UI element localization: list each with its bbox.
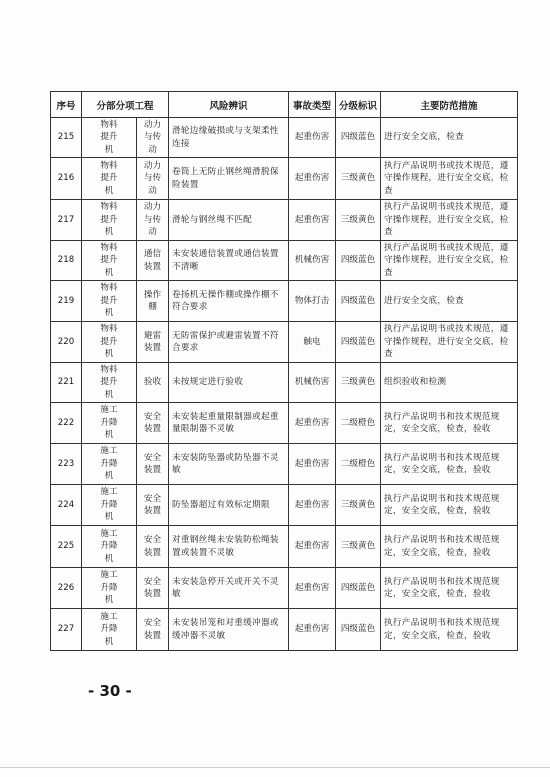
row-number: 219 [51,281,82,322]
row-number: 224 [51,485,82,526]
row-category [82,158,137,200]
row-number: 227 [51,609,82,651]
row-risk-level: 二级橙色 [336,403,381,444]
row-accident-type: 物体打击 [289,281,336,322]
row-category [82,363,137,403]
row-subitem [137,241,169,281]
row-subitem [137,363,169,403]
row-number: 216 [51,158,82,200]
table-row [51,609,518,651]
row-risk-level: 三级黄色 [336,363,381,403]
table-row [51,200,518,241]
row-accident-type: 起重伤害 [289,403,336,444]
table-row [51,363,518,403]
row-accident-type: 起重伤害 [289,485,336,526]
row-category-text: 施工升降机 [100,487,118,523]
row-category-text: 物料提升机 [100,202,118,238]
row-measure: 执行产品说明书或技术规范，遵守操作规程，进行安全交底，检查 [381,158,518,200]
row-risk: 未安装急停开关或开关不灵敏 [169,568,289,609]
header-type: 事故类型 [289,92,336,118]
row-category [82,200,137,241]
row-accident-type: 起重伤害 [289,526,336,568]
row-subitem-text: 动力与传动 [143,202,162,238]
row-subitem-text: 安全装置 [143,411,162,434]
row-risk: 卷扬机无操作棚或操作棚不符合要求 [169,281,289,322]
row-category-text: 物料提升机 [100,160,118,196]
row-number: 217 [51,200,82,241]
row-category-text: 物料提升机 [100,242,118,278]
table-row [51,526,518,568]
row-subitem-text: 动力与传动 [143,119,162,155]
row-accident-type: 起重伤害 [289,118,336,158]
row-subitem-text: 安全装置 [143,493,162,516]
row-risk-level: 四级蓝色 [336,322,381,363]
table-row [51,158,518,200]
row-number: 221 [51,363,82,403]
header-category: 分部分项工程 [82,92,169,118]
header-risk: 风险辨识 [169,92,289,118]
table-row [51,568,518,609]
row-risk: 未安装起重量限制器或起重量限制器不灵敏 [169,403,289,444]
header-measure: 主要防范措施 [381,92,518,118]
row-risk: 滑轮与钢丝绳不匹配 [169,200,289,241]
row-risk-level: 四级蓝色 [336,118,381,158]
row-subitem-text: 验收 [143,377,162,388]
row-number: 225 [51,526,82,568]
row-category [82,403,137,444]
row-category-text: 施工升降机 [100,405,118,441]
row-category [82,444,137,485]
row-category [82,526,137,568]
row-measure: 执行产品说明书和技术规范规定，安全交底，检查，验收 [381,444,518,485]
row-category [82,322,137,363]
row-category-text: 物料提升机 [100,324,118,360]
row-accident-type: 触电 [289,322,336,363]
row-subitem [137,485,169,526]
row-number: 222 [51,403,82,444]
footer-rule [0,767,550,768]
row-accident-type: 起重伤害 [289,444,336,485]
table-row [51,281,518,322]
row-subitem-text: 操作棚 [143,289,162,312]
row-category [82,485,137,526]
row-risk: 对重钢丝绳未安装防松绳装置或装置不灵敏 [169,526,289,568]
row-category [82,609,137,651]
table-row [51,241,518,281]
row-category-text: 施工升降机 [100,611,118,647]
row-risk-level: 三级黄色 [336,200,381,241]
row-measure: 执行产品说明书或技术规范，遵守操作规程，进行安全交底，检查 [381,200,518,241]
row-measure: 执行产品说明书或技术规范，遵守操作规程，进行安全交底，检查 [381,322,518,363]
page-number: - 30 - [88,682,132,700]
row-risk-level: 四级蓝色 [336,609,381,651]
risk-table [50,91,518,651]
row-number: 226 [51,568,82,609]
row-subitem [137,444,169,485]
row-accident-type: 起重伤害 [289,568,336,609]
row-risk: 未安装通信装置或通信装置不清晰 [169,241,289,281]
row-measure: 执行产品说明书和技术规范规定，安全交底，检查，验收 [381,568,518,609]
row-measure: 执行产品说明书和技术规范规定，安全交底，检查，验收 [381,609,518,651]
row-subitem-text: 通信装置 [143,249,162,272]
row-risk: 卷筒上无防止钢丝绳滑脱保险装置 [169,158,289,200]
row-measure: 执行产品说明书和技术规范规定，安全交底，检查，验收 [381,526,518,568]
row-category-text: 物料提升机 [100,283,118,319]
row-category-text: 物料提升机 [100,364,118,400]
row-subitem [137,403,169,444]
row-measure: 执行产品说明书和技术规范规定，安全交底，检查，验收 [381,403,518,444]
row-subitem-text: 动力与传动 [143,160,162,196]
header-row [51,92,518,118]
row-risk: 无防雷保护或避雷装置不符合要求 [169,322,289,363]
row-risk-level: 四级蓝色 [336,241,381,281]
row-risk-level: 四级蓝色 [336,281,381,322]
row-category-text: 施工升降机 [100,570,118,606]
row-accident-type: 起重伤害 [289,609,336,651]
row-risk: 未安装防坠器或防坠器不灵敏 [169,444,289,485]
row-risk-level: 三级黄色 [336,526,381,568]
row-accident-type: 机械伤害 [289,241,336,281]
row-subitem [137,609,169,651]
header-level: 分级标识 [336,92,381,118]
table-row [51,322,518,363]
row-category-text: 物料提升机 [100,119,118,155]
table-row [51,485,518,526]
row-accident-type: 起重伤害 [289,200,336,241]
row-category-text: 施工升降机 [100,446,118,482]
row-risk: 未按规定进行验收 [169,363,289,403]
row-number: 218 [51,241,82,281]
row-risk-level: 二级橙色 [336,444,381,485]
row-risk-level: 四级蓝色 [336,568,381,609]
row-measure: 组织验收和检测 [381,363,518,403]
row-subitem-text: 安全装置 [143,452,162,475]
header-no: 序号 [51,92,82,118]
row-risk: 未安装吊笼和对重缓冲器或缓冲器不灵敏 [169,609,289,651]
row-subitem-text: 安全装置 [143,618,162,641]
row-risk-level: 三级黄色 [336,158,381,200]
row-subitem [137,322,169,363]
row-subitem-text: 安全装置 [143,576,162,599]
row-category-text: 施工升降机 [100,528,118,564]
row-number: 215 [51,118,82,158]
row-subitem [137,200,169,241]
row-subitem [137,568,169,609]
row-category [82,281,137,322]
row-accident-type: 起重伤害 [289,158,336,200]
row-subitem [137,118,169,158]
row-measure: 执行产品说明书和技术规范规定，安全交底，检查，验收 [381,485,518,526]
row-subitem [137,281,169,322]
row-subitem-text: 避雷装置 [143,330,162,353]
table-row [51,444,518,485]
row-number: 220 [51,322,82,363]
row-number: 223 [51,444,82,485]
row-subitem [137,526,169,568]
table-row [51,118,518,158]
row-measure: 进行安全交底，检查 [381,118,518,158]
row-measure: 执行产品说明书或技术规范，遵守操作规程，进行安全交底，检查 [381,241,518,281]
row-measure: 进行安全交底，检查 [381,281,518,322]
row-risk: 防坠器超过有效标定期限 [169,485,289,526]
row-category [82,568,137,609]
row-accident-type: 机械伤害 [289,363,336,403]
row-risk-level: 三级黄色 [336,485,381,526]
row-subitem [137,158,169,200]
table-body [51,118,518,651]
row-risk: 滑轮边缘破损或与支架柔性连接 [169,118,289,158]
row-subitem-text: 安全装置 [143,535,162,558]
table-row [51,403,518,444]
row-category [82,241,137,281]
row-category [82,118,137,158]
